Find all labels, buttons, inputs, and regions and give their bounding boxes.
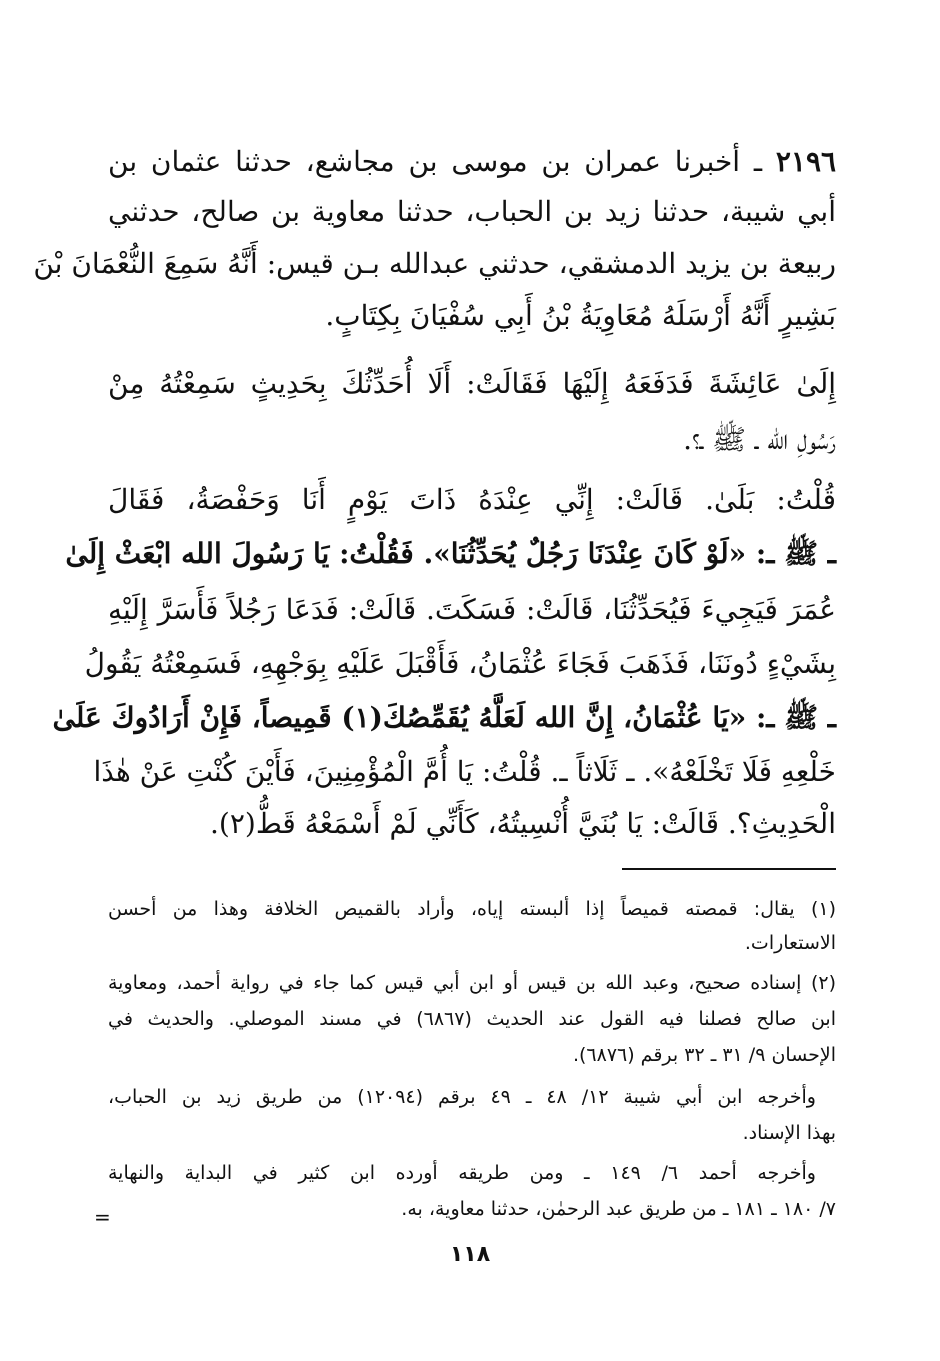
page-number: ١١٨: [449, 1242, 491, 1267]
continuation-mark: =: [94, 1205, 111, 1229]
hadith-line-2: أبي شيبة، حدثنا زيد بن الحباب، حدثنا معاوية بن صالح، حدثني: [108, 195, 836, 228]
hadith-number: ٢١٩٦: [775, 145, 837, 178]
footnote-2-line-6: وأخرجه أحمد ٦/ ١٤٩ ـ ومن طريقه أورده ابن كثير في البداية والنهاية: [108, 1162, 816, 1184]
footnote-2-line-2: ابن صالح فصلنا فيه القول عند الحديث (٦٨٦٧) في مسند الموصلي. والحديث في: [108, 1008, 836, 1030]
footnote-1-line-1: (١) يقال: قمصته قميصاً إذا ألبسته إياه، وأراد بالقميص الخلافة وهذا من أحسن: [108, 898, 836, 920]
footnote-separator: [622, 868, 836, 870]
hadith-line-5: إِلَىٰ عَائِشَةَ فَدَفَعَهُ إِلَيْهَا فَقَالَتْ: أَلَا أُحَدِّثُكَ بِحَدِيثٍ سَمِعْتُهُ مِنْ: [108, 367, 836, 400]
hadith-line-4: بَشِيرٍ أَنَّهُ أَرْسَلَهُ مُعَاوِيَةُ بْنُ أَبِي سُفْيَانَ بِكِتَابٍ.: [325, 299, 836, 332]
footnote-2-line-1: (٢) إسناده صحيح، وعبد الله بن قيس أو ابن أبي قيس كما جاء في رواية أحمد، ومعاوية: [108, 972, 836, 994]
hadith-line-6: رَسُولِ الله ـ ﷺ ـ؟.: [683, 423, 836, 456]
footnote-2-line-4: وأخرجه ابن أبي شيبة ١٢/ ٤٨ ـ ٤٩ برقم (١٢٠٩٤) من طريق زيد بن الحباب،: [108, 1086, 816, 1108]
hadith-line-13: الْحَدِيثِ؟. قَالَتْ: يَا بُنَيَّ أُنْسِيتُهُ، كَأَنِّي لَمْ أَسْمَعْهُ قَطُّ(٢).: [210, 807, 836, 840]
hadith-line-12: خَلْعِهِ فَلَا تَخْلَعْهُ». ـ ثَلَاثاً ـ. قُلْتُ: يَا أُمَّ الْمُؤْمِنِينَ، فَأَيْنَ كُنْتِ عَنْ هٰذَا: [93, 755, 836, 788]
hadith-line-3: ربيعة بن يزيد الدمشقي، حدثني عبدالله بـن قيس: أَنَّهُ سَمِعَ النُّعْمَانَ بْنَ: [33, 247, 836, 280]
footnote-2-line-5: بهذا الإسناد.: [742, 1122, 836, 1144]
hadith-line-8: ـ ﷺ ـ: «لَوْ كَانَ عِنْدَنَا رَجُلٌ يُحَدِّثُنَا». فَقُلْتُ: يَا رَسُولَ الله ابْعَثْ إِلَىٰ: [65, 537, 836, 570]
hadith-line-9: عُمَرَ فَيَجِيءَ فَيُحَدِّثُنَا، قَالَتْ: فَسَكَتَ. قَالَتْ: فَدَعَا رَجُلاً فَأَسَرَّ إِلَيْهِ: [108, 593, 836, 626]
hadith-line-1: ٢١٩٦ ـ أخبرنا عمران بن موسى بن مجاشع، حدثنا عثمان بن: [108, 145, 837, 178]
footnote-1-line-2: الاستعارات.: [744, 932, 836, 954]
hadith-line-7: قُلْتُ: بَلَىٰ. قَالَتْ: إِنِّي عِنْدَهُ ذَاتَ يَوْمٍ أَنَا وَحَفْصَةُ، فَقَالَ: [108, 483, 836, 516]
footnote-2-line-3: الإحسان ٩/ ٣١ ـ ٣٢ برقم (٦٨٧٦).: [572, 1044, 836, 1066]
hadith-line-10: بِشَيْءٍ دُونَنَا، فَذَهَبَ فَجَاءَ عُثْمَانُ، فَأَقْبَلَ عَلَيْهِ بِوَجْهِهِ، فَسَمِعْتُهُ يَقُولُ: [84, 647, 836, 680]
footnote-2-line-7: ٧/ ١٨٠ ـ ١٨١ ـ من طريق عبد الرحمٰن، حدثنا معاوية، به.: [401, 1198, 836, 1220]
hadith-line-11: ـ ﷺ ـ: «يَا عُثْمَانُ، إِنَّ الله لَعَلَّهُ يُقَمِّصُكَ(١) قَمِيصاً، فَإِنْ أَرَادُوكَ عَلَىٰ: [52, 701, 836, 734]
